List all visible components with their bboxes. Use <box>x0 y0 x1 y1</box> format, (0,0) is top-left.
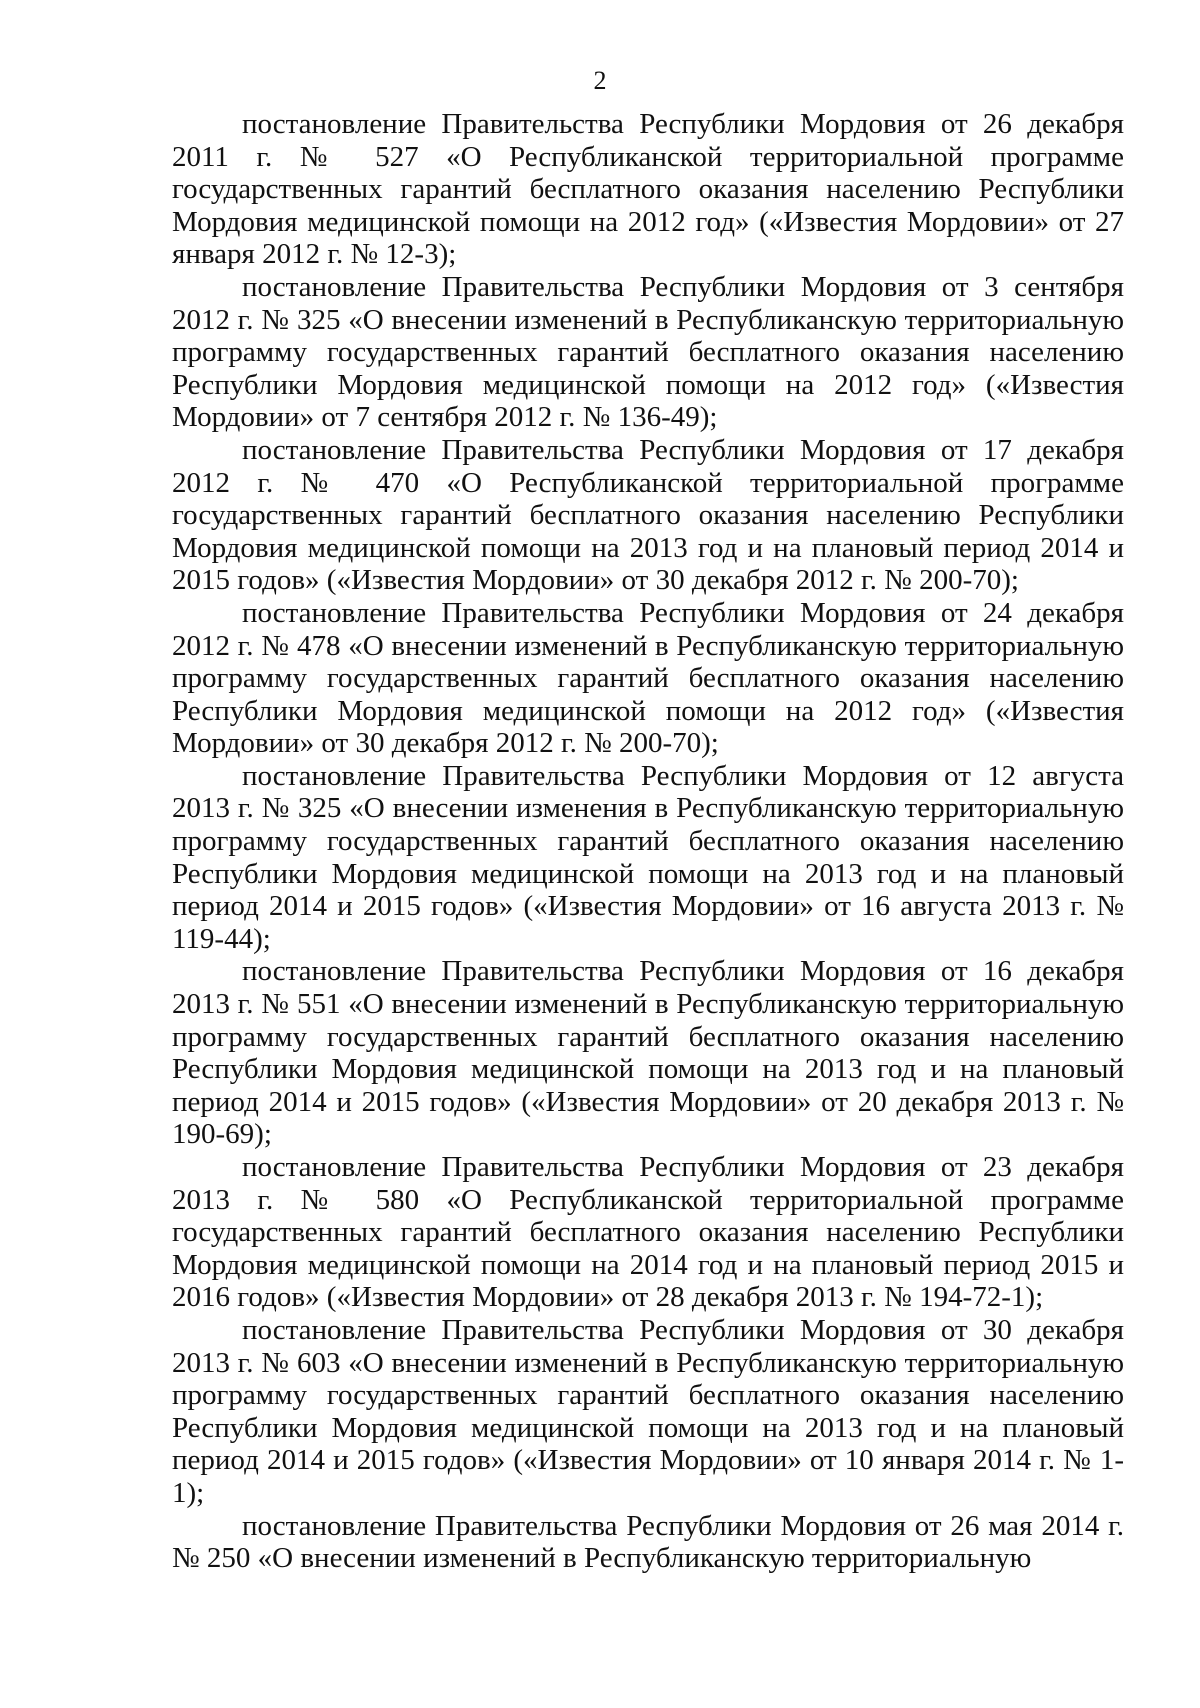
paragraph-4: постановление Правительства Республики Мордовия от 24 декабря 2012 г. № 478 «О внесении изменений в Республиканскую территориальную программу государственных гарантий бесплатного оказания населению Республики Мордовия медицинской помощи на 2012 год» («Известия Мордовии» от 30 декабря 2012 г. № 200-70); <box>172 596 1124 760</box>
paragraph-7: постановление Правительства Республики Мордовия от 23 декабря 2013 г. № 580 «О Республиканской территориальной программе государственных гарантий бесплатного оказания населению Республики Мордовия медицинской помощи на 2014 год и на плановый период 2015 и 2016 годов» («Известия Мордовии» от 28 декабря 2013 г. № 194-72-1); <box>172 1151 1124 1314</box>
page-number: 2 <box>593 66 607 95</box>
paragraph-8: постановление Правительства Республики Мордовия от 30 декабря 2013 г. № 603 «О внесении изменений в Республиканскую территориальную программу государственных гарантий бесплатного оказания населению Республики Мордовия медицинской помощи на 2013 год и на плановый период 2014 и 2015 годов» («Известия Мордовии» от 10 января 2014 г. № 1-1); <box>172 1313 1124 1509</box>
paragraph-9: постановление Правительства Республики Мордовия от 26 мая 2014 г. № 250 «О внесении изменений в Республиканскую территориальную <box>172 1509 1124 1575</box>
paragraph-3: постановление Правительства Республики Мордовия от 17 декабря 2012 г. № 470 «О Республиканской территориальной программе государственных гарантий бесплатного оказания населению Республики Мордовия медицинской помощи на 2013 год и на плановый период 2014 и 2015 годов» («Известия Мордовии» от 30 декабря 2012 г. № 200-70); <box>172 433 1124 597</box>
paragraph-5: постановление Правительства Республики Мордовия от 12 августа 2013 г. № 325 «О внесении изменения в Республиканскую территориальную программу государственных гарантий бесплатного оказания населению Республики Мордовия медицинской помощи на 2013 год и на плановый период 2014 и 2015 годов» («Известия Мордовии» от 16 августа 2013 г. № 119-44); <box>172 759 1124 955</box>
paragraph-6: постановление Правительства Республики Мордовия от 16 декабря 2013 г. № 551 «О внесении изменений в Республиканскую территориальную программу государственных гарантий бесплатного оказания населению Республики Мордовия медицинской помощи на 2013 год и на плановый период 2014 и 2015 годов» («Известия Мордовии» от 20 декабря 2013 г. № 190-69); <box>172 955 1124 1151</box>
paragraph-1: постановление Правительства Республики Мордовия от 26 декабря 2011 г. № 527 «О Республиканской территориальной программе государственных гарантий бесплатного оказания населению Республики Мордовия медицинской помощи на 2012 год» («Известия Мордовии» от 27 января 2012 г. № 12-3); <box>172 108 1124 271</box>
paragraph-2: постановление Правительства Республики Мордовия от 3 сентября 2012 г. № 325 «О внесении изменений в Республиканскую территориальную программу государственных гарантий бесплатного оказания населению Республики Мордовия медицинской помощи на 2012 год» («Известия Мордовии» от 7 сентября 2012 г. № 136-49); <box>172 270 1124 434</box>
document-body <box>172 108 1124 1575</box>
